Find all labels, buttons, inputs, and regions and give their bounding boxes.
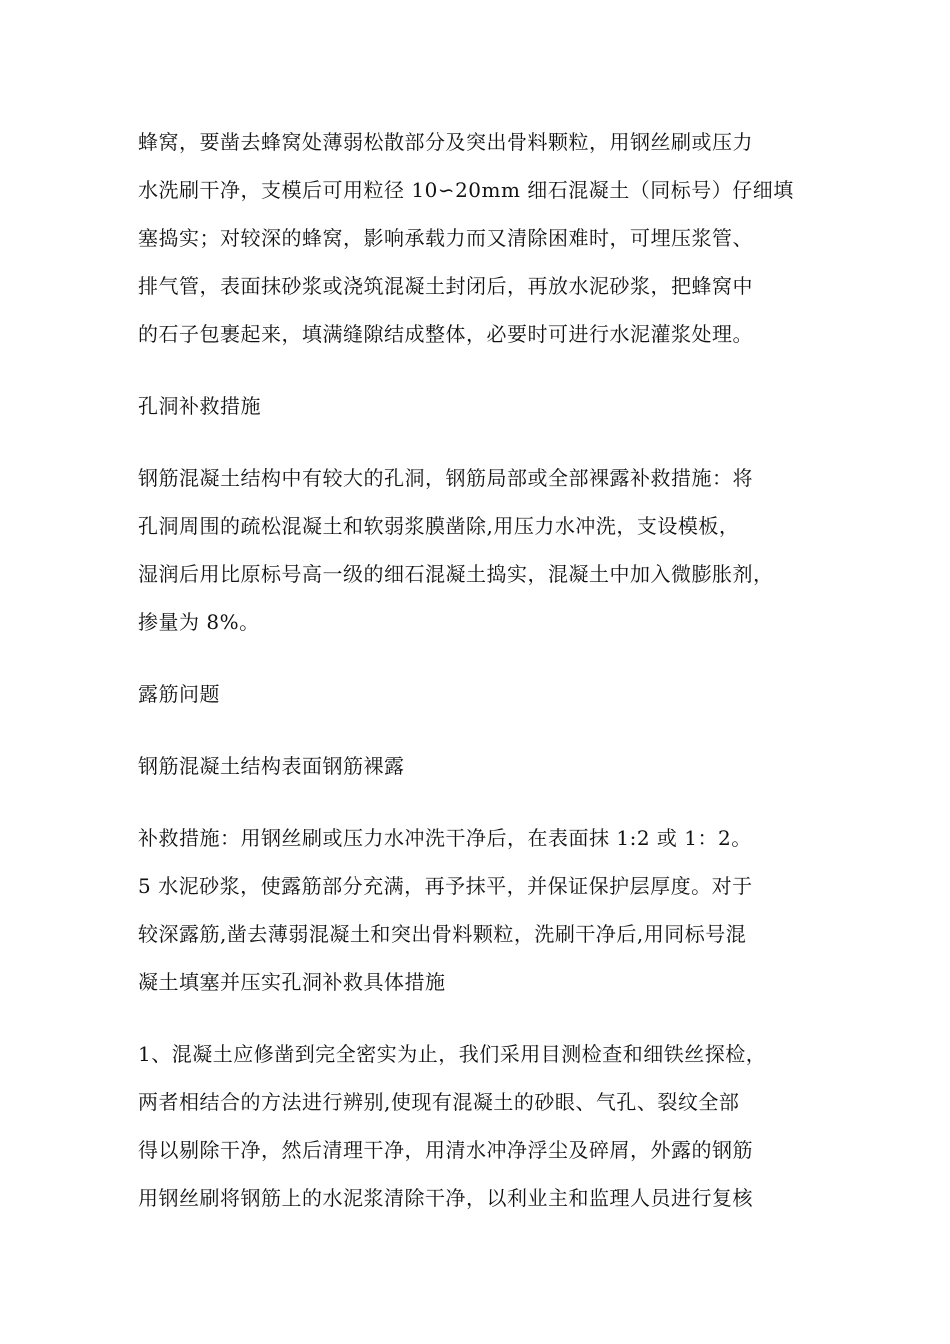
- text-line: 湿润后用比原标号高一级的细石混凝土捣实，混凝土中加入微膨胀剂，: [138, 562, 774, 586]
- text-line: 1、混凝土应修凿到完全密实为止，我们采用目测检查和细铁丝探检，: [138, 1042, 767, 1066]
- text-line: 较深露筋,凿去薄弱混凝土和突出骨料颗粒，洗刷干净后,用同标号混: [138, 922, 747, 946]
- paragraph-hole-remedy: [138, 454, 828, 646]
- paragraph-exposed-rebar-remedy: [138, 814, 828, 1006]
- text-line: 得以剔除干净，然后清理干净，用清水冲净浮尘及碎屑，外露的钢筋: [138, 1138, 753, 1162]
- document-body: [138, 118, 828, 1222]
- text-line: 5 水泥砂浆，使露筋部分充满，再予抹平，并保证保护层厚度。对于: [138, 874, 753, 898]
- heading-hole-remedy: 孔洞补救措施: [138, 394, 261, 418]
- paragraph-honeycomb-repair: [138, 118, 828, 358]
- text-line: 凝土填塞并压实孔洞补救具体措施: [138, 970, 446, 994]
- subheading-exposed-rebar-surface: 钢筋混凝土结构表面钢筋裸露: [138, 754, 405, 778]
- text-line: 用钢丝刷将钢筋上的水泥浆清除干净，以利业主和监理人员进行复核: [138, 1186, 753, 1210]
- text-line: 蜂窝，要凿去蜂窝处薄弱松散部分及突出骨料颗粒，用钢丝刷或压力: [138, 130, 753, 154]
- text-line: 钢筋混凝土结构中有较大的孔洞，钢筋局部或全部裸露补救措施：将: [138, 466, 753, 490]
- text-line: 塞捣实；对较深的蜂窝，影响承载力而又清除困难时，可埋压浆管、: [138, 226, 753, 250]
- text-line: 排气管，表面抹砂浆或浇筑混凝土封闭后，再放水泥砂浆，把蜂窝中: [138, 274, 753, 298]
- text-line: 掺量为 8%。: [138, 610, 260, 634]
- heading-exposed-rebar: 露筋问题: [138, 682, 220, 706]
- text-line: 两者相结合的方法进行辨别,使现有混凝土的砂眼、气孔、裂纹全部: [138, 1090, 740, 1114]
- text-line: 孔洞周围的疏松混凝土和软弱浆膜凿除,用压力水冲洗，支设模板，: [138, 514, 740, 538]
- text-line: 补救措施：用钢丝刷或压力水冲洗干净后，在表面抹 1:2 或 1：2。: [138, 826, 752, 850]
- text-line: 的石子包裹起来，填满缝隙结成整体，必要时可进行水泥灌浆处理。: [138, 322, 753, 346]
- paragraph-measure-1: [138, 1030, 828, 1222]
- text-line: 水洗刷干净，支模后可用粒径 10∽20mm 细石混凝土（同标号）仔细填: [138, 178, 794, 202]
